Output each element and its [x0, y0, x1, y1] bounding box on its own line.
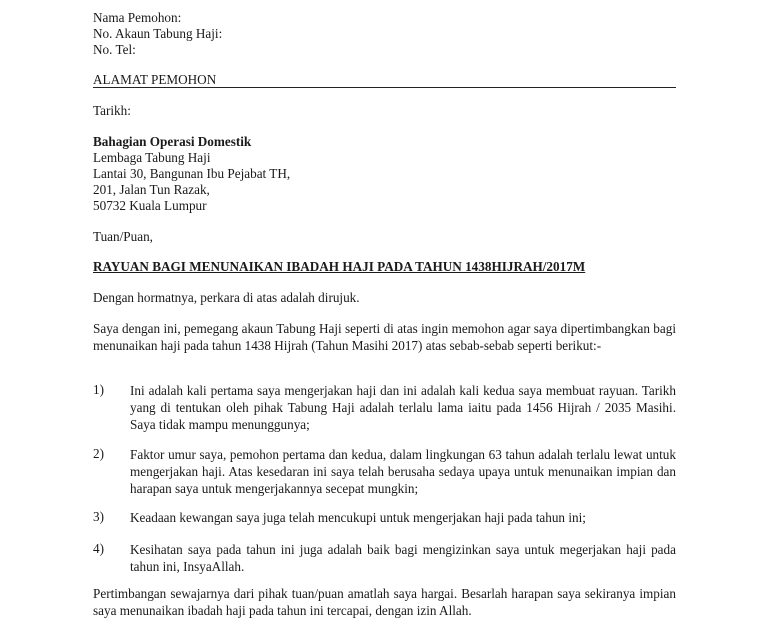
closing-paragraph: Pertimbangan sewajarnya dari pihak tuan/puan amatlah saya hargai. Besarlah harapan saya sekiranya impian saya menunaikan ibadah haji pada tahun ini tercapai, dengan izin Allah. [93, 586, 676, 618]
intro-paragraph: Saya dengan ini, pemegang akaun Tabung Haji seperti di atas ingin memohon agar saya dipertimbangkan bagi menunaikan haji pada tahun 1438 Hijrah (Tahun Masihi 2017) atas sebab-sebab seperti berikut:- [93, 321, 676, 353]
reason-number: 4) [93, 541, 104, 556]
recipient-address-line-2: 201, Jalan Tun Razak, [93, 182, 210, 197]
reason-number: 2) [93, 446, 104, 461]
subject-heading: RAYUAN BAGI MENUNAIKAN IBADAH HAJI PADA TAHUN 1438HIJRAH/2017M [93, 259, 586, 274]
address-divider [93, 87, 676, 88]
phone-label: No. Tel: [93, 42, 136, 57]
recipient-address-line-3: 50732 Kuala Lumpur [93, 198, 207, 213]
opening-sentence: Dengan hormatnya, perkara di atas adalah dirujuk. [93, 290, 360, 305]
recipient-department: Bahagian Operasi Domestik [93, 134, 252, 149]
reason-number: 3) [93, 509, 104, 524]
reason-number: 1) [93, 382, 104, 397]
reason-text: Kesihatan saya pada tahun ini juga adalah baik bagi mengizinkan saya untuk megerjakan haji pada tahun ini, InsyaAllah. [130, 542, 676, 574]
recipient-address-line-1: Lantai 30, Bangunan Ibu Pejabat TH, [93, 166, 291, 181]
applicant-address-title: ALAMAT PEMOHON [93, 72, 217, 87]
reason-text: Ini adalah kali pertama saya mengerjakan haji dan ini adalah kali kedua saya membuat rayuan. Tarikh yang di tentukan oleh pihak Tabung Haji adalah terlalu lama iaitu pada 1456 Hijrah / 2035 Masihi. Saya tidak mampu menunggunya; [130, 383, 676, 432]
date-label: Tarikh: [93, 103, 131, 118]
salutation: Tuan/Puan, [93, 229, 153, 244]
applicant-name-label: Nama Pemohon: [93, 10, 182, 25]
recipient-organization: Lembaga Tabung Haji [93, 150, 211, 165]
reason-text: Faktor umur saya, pemohon pertama dan kedua, dalam lingkungan 63 tahun adalah terlalu lewat untuk mengerjakan haji. Atas kesedaran ini saya telah berusaha sedaya upaya untuk menunaikan impian dan harapan saya untuk mengerjakannya secepat mungkin; [130, 447, 676, 496]
account-number-label: No. Akaun Tabung Haji: [93, 26, 223, 41]
reason-text: Keadaan kewangan saya juga telah mencukupi untuk mengerjakan haji pada tahun ini; [130, 510, 586, 525]
